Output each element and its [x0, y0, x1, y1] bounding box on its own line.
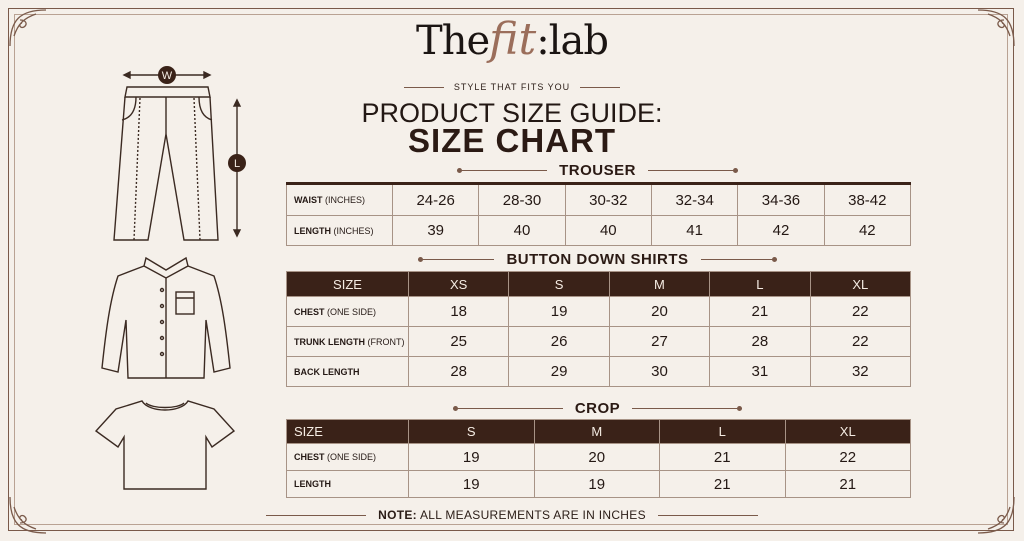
row-label: [287, 357, 409, 387]
row-label-text: TRUNK LENGTH: [294, 336, 365, 347]
trouser-title: TROUSER: [559, 162, 636, 179]
table-cell: 22: [785, 444, 911, 471]
row-label: [287, 444, 409, 471]
page-title: SIZE CHART: [408, 122, 616, 159]
trouser-illustration-icon: [100, 62, 260, 247]
divider: [453, 408, 563, 409]
table-cell: 19: [534, 471, 660, 498]
table-row: [287, 327, 911, 357]
note-label: NOTE:: [378, 508, 417, 522]
table-cell: 19: [409, 471, 535, 498]
row-label-text: CHEST: [294, 452, 325, 462]
table-cell: 22: [810, 327, 910, 357]
table-header-row: [287, 420, 911, 444]
table-header-row: [287, 272, 911, 297]
table-cell: 28: [409, 357, 509, 387]
table-cell: 30-32: [565, 184, 651, 216]
table-cell: 39: [393, 216, 479, 246]
column-header: XS: [409, 272, 509, 297]
row-label-sub: (INCHES): [333, 225, 374, 236]
column-header: S: [509, 272, 609, 297]
logo-fit: fit: [489, 14, 537, 65]
row-label-text: LENGTH: [294, 225, 331, 236]
row-label-sub: (ONE SIDE): [327, 452, 377, 462]
logo-lab: :lab: [536, 18, 608, 64]
logo-the: The: [416, 18, 490, 64]
table-cell: 24-26: [393, 184, 479, 216]
table-cell: 34-36: [738, 184, 824, 216]
table-row: [287, 297, 911, 327]
table-cell: 25: [409, 327, 509, 357]
table-cell: 28: [710, 327, 810, 357]
waist-marker: W: [161, 70, 173, 82]
row-label-text: BACK LENGTH: [294, 366, 360, 377]
divider: [648, 170, 738, 171]
row-label-text: LENGTH: [294, 479, 331, 489]
column-header: L: [660, 420, 786, 444]
crop-section-heading: [285, 400, 910, 417]
table-cell: 42: [738, 216, 824, 246]
shirts-title: BUTTON DOWN SHIRTS: [506, 251, 689, 268]
table-row: [287, 444, 911, 471]
crop-table: [286, 419, 911, 498]
table-cell: 29: [509, 357, 609, 387]
table-cell: 41: [651, 216, 737, 246]
column-header: SIZE: [287, 420, 409, 444]
column-header: SIZE: [287, 272, 409, 297]
column-header: M: [534, 420, 660, 444]
row-label: [287, 184, 393, 216]
table-cell: 21: [785, 471, 911, 498]
table-row: [287, 216, 911, 246]
page-subtitle: PRODUCT SIZE GUIDE:: [361, 98, 663, 128]
column-header: L: [710, 272, 810, 297]
trouser-table: [286, 182, 911, 246]
row-label-sub: (INCHES): [325, 195, 366, 205]
table-cell: 40: [565, 216, 651, 246]
column-header: XL: [810, 272, 910, 297]
shirts-table: [286, 271, 911, 387]
table-cell: 20: [609, 297, 709, 327]
table-row: [287, 184, 911, 216]
crop-top-illustration-icon: [94, 395, 236, 495]
row-label: [287, 327, 409, 357]
note-body: ALL MEASUREMENTS ARE IN INCHES: [419, 508, 646, 522]
table-cell: 21: [710, 297, 810, 327]
row-label-text: WAIST: [294, 195, 323, 205]
divider: [632, 408, 742, 409]
column-header: S: [409, 420, 535, 444]
divider: [266, 515, 366, 516]
row-label: [287, 216, 393, 246]
shirt-illustration-icon: [96, 250, 236, 385]
table-cell: 31: [710, 357, 810, 387]
divider: [580, 87, 620, 88]
row-label-sub: (FRONT): [367, 336, 405, 347]
shirts-section-heading: [285, 251, 910, 268]
footer-note: [0, 508, 1024, 522]
tagline: STYLE THAT FITS YOU: [453, 82, 571, 92]
table-cell: 27: [609, 327, 709, 357]
table-cell: 21: [660, 471, 786, 498]
table-cell: 20: [534, 444, 660, 471]
table-cell: 28-30: [479, 184, 565, 216]
table-cell: 19: [509, 297, 609, 327]
table-cell: 42: [824, 216, 910, 246]
column-header: M: [609, 272, 709, 297]
trouser-section-heading: [285, 162, 910, 179]
row-label: [287, 297, 409, 327]
table-cell: 32-34: [651, 184, 737, 216]
divider: [701, 259, 777, 260]
table-cell: 40: [479, 216, 565, 246]
divider: [658, 515, 758, 516]
table-row: [287, 357, 911, 387]
table-cell: 22: [810, 297, 910, 327]
table-cell: 21: [660, 444, 786, 471]
note-text: [378, 508, 646, 522]
divider: [457, 170, 547, 171]
row-label-sub: (ONE SIDE): [327, 306, 377, 317]
divider: [404, 87, 444, 88]
row-label: [287, 471, 409, 498]
table-cell: 32: [810, 357, 910, 387]
table-cell: 38-42: [824, 184, 910, 216]
crop-title: CROP: [574, 400, 621, 417]
brand-logo: [0, 14, 1024, 65]
table-cell: 19: [409, 444, 535, 471]
table-cell: 30: [609, 357, 709, 387]
table-row: [287, 471, 911, 498]
table-cell: 26: [509, 327, 609, 357]
divider: [418, 259, 494, 260]
column-header: XL: [785, 420, 911, 444]
row-label-text: CHEST: [294, 306, 325, 317]
table-cell: 18: [409, 297, 509, 327]
length-marker: L: [233, 158, 241, 170]
